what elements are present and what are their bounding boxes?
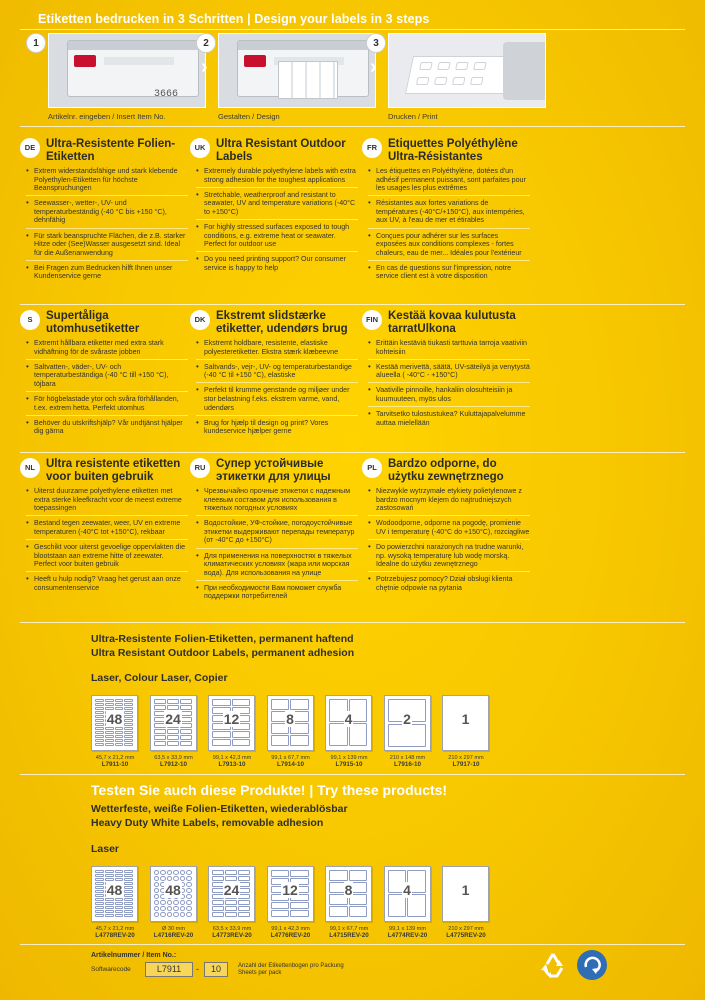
feature-bullet: • При необходимости Вам поможет служба поддержки потребителей xyxy=(196,584,358,604)
feature-bullet: • För högbelastade ytor och svåra förhållanden, t.ex. extrem hetta. Perfekt utomhus xyxy=(26,395,188,416)
item-number-heading: Artikelnummer / Item No.: xyxy=(91,952,177,959)
feature-bullet: • Saltvands-, vejr-, UV- og temperaturbestandige (-40 °C til +150 °C), elastiske xyxy=(196,363,358,384)
label-size: 210 x 297 mm xyxy=(448,755,484,761)
section-divider xyxy=(20,622,685,623)
label-size: 99,1 x 42,3 mm xyxy=(212,755,252,761)
feature-bullet: • Do you need printing support? Our consumer service is happy to help xyxy=(196,255,358,275)
feature-bullet: • Stretchable, weatherproof and resistant to seawater, UV and temperature variations (-40°C to +150°C) xyxy=(196,191,358,220)
feature-bullet: • Extremt hållbara etiketter med extra stark vidhäftning för de svåraste jobben xyxy=(26,339,188,360)
feature-bullet: • Do powierzchni narażonych na trudne warunki, np. wysoką temperaturę lub wodę morską. Idealne do użytku zewnętrznego xyxy=(368,543,530,572)
feature-bullet: • Behöver du utskriftshjälp? Vår undtjänst hjälper dig gärna xyxy=(26,419,188,439)
feature-bullet: • Seewasser-, wetter-, UV- und temperaturbeständig (-40 °C bis +150 °C), dehnfähig xyxy=(26,199,188,228)
step-1-screenshot xyxy=(48,33,206,108)
section-divider xyxy=(20,452,685,453)
feature-bullet: • En cas de questions sur l'impression, notre service client est à votre disposition xyxy=(368,264,530,284)
step-2-label: Gestalten / Design xyxy=(218,112,280,121)
feature-bullet: • Wodoodporne, odporne na pogodę, promienie UV i temperaturę (-40°C do +150°C), rozciągliwe xyxy=(368,519,530,540)
label-count: 2 xyxy=(403,711,411,727)
language-title: Ultra Resistant Outdoor Labels xyxy=(216,138,346,163)
feature-bullet: • For highly stressed surfaces exposed to tough conditions, e.g. extreme heat or seawater. Perfect for outdoor use xyxy=(196,223,358,252)
language-title: Ekstremt slidstærke etiketter, udendørs brug xyxy=(216,310,348,335)
product-spec xyxy=(381,926,435,939)
label-size: 45,7 x 21,2 mm xyxy=(95,755,135,761)
label-count: 12 xyxy=(223,711,240,727)
feature-bullet: • Чрезвычайно прочные этикетки с надежным клеевым составом для использования в тяжелых погодных условиях xyxy=(196,487,358,516)
product-spec xyxy=(322,755,376,768)
product-code: L7915-10 xyxy=(335,760,363,768)
label-size: 99,1 x 42,3 mm xyxy=(271,926,310,932)
software-code-label: Softwarecode xyxy=(91,966,131,973)
product-spec xyxy=(264,926,318,939)
feature-bullet: • Extrem widerstandsfähige und stark klebende Polyethylen-Etiketten für höchste Beanspruchungen xyxy=(26,167,188,196)
step-2-screenshot xyxy=(218,33,376,108)
product-spec xyxy=(147,926,201,939)
sheets-note-en: Sheets per pack xyxy=(238,970,282,976)
feature-bullet: • Водостойкие, УФ-стойкие, погодоустойчивые этикетки выдерживают перепады температур (от -40°С до +150°С) xyxy=(196,519,358,548)
language-block-fr xyxy=(362,138,530,287)
language-title: Супер устойчивые этикетки для улицы xyxy=(216,458,331,483)
label-count: 12 xyxy=(282,882,298,898)
label-count: 1 xyxy=(461,882,470,898)
label-count: 8 xyxy=(286,711,294,727)
language-title: Kestää kovaa kulutusta tarratUlkona xyxy=(388,310,516,335)
section2-title-en: Heavy Duty White Labels, removable adhesion xyxy=(91,817,324,829)
label-size: 45,7 x 21,2 mm xyxy=(95,926,135,932)
label-count: 24 xyxy=(165,711,181,727)
feature-bullet: • Tarvitsetko tulostustukea? Kuluttajapalvelumme auttaa mielellään xyxy=(368,410,530,430)
section2-title-de: Wetterfeste, weiße Folien-Etiketten, wiederablösbar xyxy=(91,803,348,815)
product-code: L4716REV-20 xyxy=(153,931,194,939)
feature-bullet: • Geschikt voor uiterst gevoelige oppervlakten die blootstaan aan extreme hitte of zeewater. Perfect voor buiten gebruik xyxy=(26,543,188,572)
label-sheet-48 xyxy=(150,866,197,922)
language-block-de xyxy=(20,138,188,287)
label-size: 99,1 x 139 mm xyxy=(389,926,426,932)
section-divider xyxy=(20,126,685,127)
feature-bullet: • Les étiquettes en Polyéthylène, dotées d'un adhésif permanent puissant, sont parfaites pour les usages les plus extrêmes xyxy=(368,167,530,196)
label-sheet-8 xyxy=(325,866,372,922)
feature-bullet: • Brug for hjælp til design og print? Vores kundeservice hjælper gerne xyxy=(196,419,358,439)
product-code: L7917-10 xyxy=(452,760,480,768)
steps-title: Etiketten bedrucken in 3 Schritten | Design your labels in 3 steps xyxy=(38,12,430,26)
product-spec xyxy=(147,755,201,768)
label-sheet-2 xyxy=(384,695,431,751)
language-block-uk xyxy=(190,138,358,278)
section1-printer: Laser, Colour Laser, Copier xyxy=(91,672,228,684)
label-size: 210 x 148 mm xyxy=(389,755,426,761)
label-sheet-24 xyxy=(208,866,255,922)
feature-bullet: • Extremely durable polyethylene labels with extra strong adhesion for the toughest applications xyxy=(196,167,358,188)
feature-bullet: • Uiterst duurzame polyethylene etiketten met extra sterke kleefkracht voor de meest extreme toepassingen xyxy=(26,487,188,516)
sheets-note xyxy=(238,963,344,977)
product-code: L4773REV-20 xyxy=(212,931,252,939)
product-code: L4715REV-20 xyxy=(329,931,369,939)
item-number-input-value: 3666 xyxy=(154,89,179,100)
label-sheet-12 xyxy=(267,866,314,922)
product-code: L4778REV-20 xyxy=(95,931,135,939)
label-sheet-8 xyxy=(267,695,314,751)
language-code-badge: PL xyxy=(362,458,382,478)
label-sheet-4 xyxy=(325,695,372,751)
feature-bullet: • Résistantes aux fortes variations de températures (-40°C/+150°C), aux intempéries, aux UV, à l'eau de mer et étirables xyxy=(368,199,530,228)
product-spec xyxy=(264,755,318,768)
label-size: Ø 30 mm xyxy=(161,926,185,932)
language-code-badge: S xyxy=(20,310,40,330)
product-code: L4774REV-20 xyxy=(387,931,428,939)
step-number-2: 2 xyxy=(196,33,216,53)
arrow-right-icon: › xyxy=(201,56,208,78)
feature-bullet: • Heeft u hulp nodig? Vraag het gerust aan onze consumentenservice xyxy=(26,575,188,595)
feature-bullet: • Potrzebujesz pomocy? Dział obsługi klienta chętnie odpowie na pytania xyxy=(368,575,530,595)
sheets-per-pack-value: 10 xyxy=(204,962,228,977)
label-count: 4 xyxy=(344,711,353,727)
label-size: 99,1 x 67,7 mm xyxy=(271,755,310,761)
label-sheet-4 xyxy=(384,866,431,922)
feature-bullet: • Bei Fragen zum Bedrucken hilft Ihnen unser Kundenservice gerne xyxy=(26,264,188,284)
step-3-label: Drucken / Print xyxy=(388,112,438,121)
language-code-badge: FIN xyxy=(362,310,382,330)
label-count: 1 xyxy=(461,711,470,727)
feature-bullet: • Conçues pour adhérer sur les surfaces exposées aux conditions complexes - fortes chaleurs, eau de mer... Idéales pour l'extérieur xyxy=(368,232,530,261)
language-title: Supertåliga utomhusetiketter xyxy=(46,310,140,335)
label-count: 24 xyxy=(223,882,240,898)
label-count: 8 xyxy=(344,882,353,898)
language-title: Bardzo odporne, do użytku zewnętrznego xyxy=(388,458,504,483)
step-1-label: Artikelnr. eingeben / Insert Item No. xyxy=(48,112,166,121)
steps-divider xyxy=(20,29,685,30)
try-products-headline: Testen Sie auch diese Produkte! | Try these products! xyxy=(91,782,448,798)
feature-bullet: • Vaativille pinnoille, hankaliin olosuhteisiin ja kuumuuteen, myös ulos xyxy=(368,386,530,407)
label-sheet-24 xyxy=(150,695,197,751)
label-size: 99,1 x 139 mm xyxy=(330,755,368,761)
product-spec xyxy=(88,755,142,768)
language-code-badge: UK xyxy=(190,138,210,158)
feature-bullet: • Saltvatten-, väder-, UV- och temperaturbeständiga (-40 °C till +150 °C), töjbara xyxy=(26,363,188,392)
section-divider xyxy=(20,774,685,775)
language-block-ru xyxy=(190,458,358,607)
feature-bullet: • Kestää merivettä, säätä, UV-säteilyä ja venytystä alueella ( -40°C - +150°C) xyxy=(368,363,530,384)
label-sheet-48 xyxy=(91,695,138,751)
product-spec xyxy=(322,926,376,939)
dash-separator: - xyxy=(196,964,199,974)
product-code: L7913-10 xyxy=(218,760,246,768)
language-title: Etiquettes Polyéthylène Ultra-Résistantes xyxy=(388,138,518,163)
label-count: 48 xyxy=(165,882,181,898)
step-number-1: 1 xyxy=(26,33,46,53)
language-code-badge: RU xyxy=(190,458,210,478)
avery-logo xyxy=(74,55,96,67)
product-spec xyxy=(88,926,142,939)
recycling-info-icon xyxy=(577,950,607,980)
label-size: 63,5 x 33,9 mm xyxy=(212,926,252,932)
section2-printer: Laser xyxy=(91,843,120,855)
feature-bullet: • Erittäin kestäviä tiukasti tarttuvia tarroja vaativiin kohteisiin xyxy=(368,339,530,360)
language-code-badge: NL xyxy=(20,458,40,478)
recycle-icon xyxy=(538,950,568,980)
section1-title-de: Ultra-Resistente Folien-Etiketten, permanent haftend xyxy=(91,633,354,645)
language-block-pl xyxy=(362,458,530,598)
product-code: L7916-10 xyxy=(394,760,421,768)
language-block-s xyxy=(20,310,188,441)
language-title: Ultra-Resistente Folien-Etiketten xyxy=(46,138,176,163)
feature-bullet: • Bestand tegen zeewater, weer, UV en extreme temperaturen (-40°C tot +150°C), rekbaar xyxy=(26,519,188,540)
product-code: L7914-10 xyxy=(277,760,304,768)
product-spec xyxy=(205,755,259,768)
label-sheet-48 xyxy=(91,866,138,922)
arrow-right-icon: › xyxy=(370,56,377,78)
label-sheet-1 xyxy=(442,866,489,922)
section-divider xyxy=(20,944,685,945)
label-size: 99,1 x 67,7 mm xyxy=(329,926,369,932)
product-spec xyxy=(205,926,259,939)
product-code: L4776REV-20 xyxy=(270,931,311,939)
feature-bullet: • Für stark beanspruchte Flächen, die z.B. starker Hitze oder (See)Wasser ausgesetzt sind. Ideal für die Außenanwendung xyxy=(26,232,188,261)
product-spec xyxy=(439,926,493,939)
label-count: 48 xyxy=(106,711,123,727)
section1-title-en: Ultra Resistant Outdoor Labels, permanent adhesion xyxy=(91,647,355,659)
language-code-badge: DK xyxy=(190,310,210,330)
language-block-fin xyxy=(362,310,530,433)
language-code-badge: DE xyxy=(20,138,40,158)
language-block-dk xyxy=(190,310,358,441)
product-code: L7911-10 xyxy=(101,760,129,768)
feature-bullet: • Perfekt til krumme genstande og miljøer under stor belastning f.eks. ekstrem varme, vand, udendørs xyxy=(196,386,358,415)
product-spec xyxy=(439,755,493,768)
step-3-printer-photo xyxy=(388,33,546,108)
product-code: L7912-10 xyxy=(160,760,187,768)
section-divider xyxy=(20,304,685,305)
product-spec xyxy=(381,755,435,768)
feature-bullet: • Ekstremt holdbare, resistente, elastiske polyesteretiketter. Ekstra stærk klæbeevne xyxy=(196,339,358,360)
software-code-value: L7911 xyxy=(145,962,193,977)
language-code-badge: FR xyxy=(362,138,382,158)
product-code: L4775REV-20 xyxy=(446,931,486,939)
language-title: Ultra resistente etiketten voor buiten gebruik xyxy=(46,458,181,483)
label-count: 48 xyxy=(106,882,123,898)
step-number-3: 3 xyxy=(366,33,386,53)
feature-bullet: • Niezwykle wytrzymałe etykiety polietylenowe z bardzo mocnym klejem do najtrudniejszych zastosowań xyxy=(368,487,530,516)
label-count: 4 xyxy=(403,882,411,898)
label-size: 63,5 x 33,9 mm xyxy=(154,755,193,761)
label-sheet-1 xyxy=(442,695,489,751)
label-sheet-12 xyxy=(208,695,255,751)
sheets-note-de: Anzahl der Etikettenbogen pro Packung xyxy=(238,963,344,969)
feature-bullet: • Для применения на поверхностях в тяжелых климатических условиях (жара или морская вода). Для использования на улице xyxy=(196,552,358,581)
label-size: 210 x 297 mm xyxy=(448,926,484,932)
language-block-nl xyxy=(20,458,188,598)
